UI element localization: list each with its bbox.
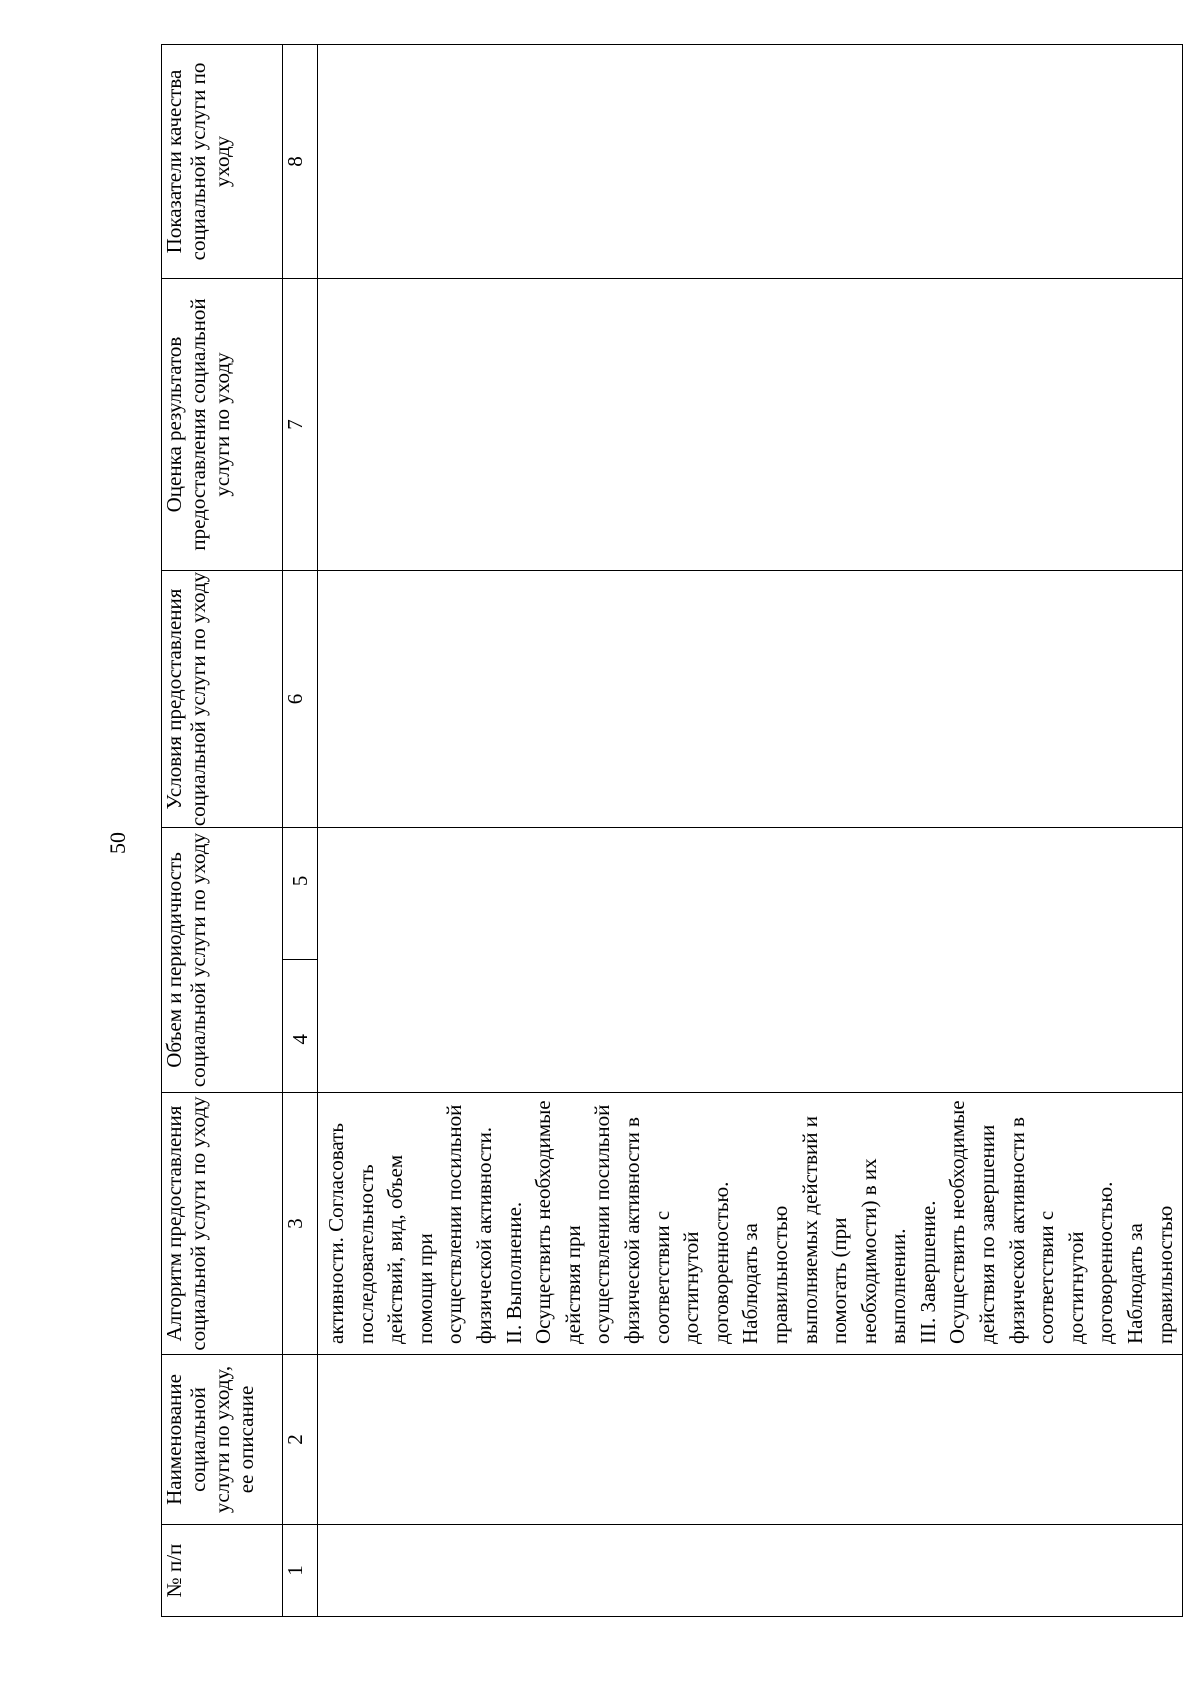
cell-quality-indicators (318, 45, 1183, 279)
algorithm-line: достигнутой (1063, 1231, 1088, 1344)
cell-volume-periodicity (318, 828, 1183, 1093)
algorithm-line: действий, вид, объем (383, 1154, 408, 1344)
column-number: 5 (287, 875, 312, 887)
algorithm-line: Наблюдать за (738, 1223, 763, 1344)
algorithm-line: помогать (при (827, 1217, 852, 1344)
algorithm-line: договоренностью. (1093, 1181, 1118, 1344)
algorithm-line: правильностью (767, 1205, 792, 1344)
column-number-split (283, 828, 318, 1093)
cell-service-name (318, 1355, 1183, 1525)
algorithm-line: помощи при (412, 1233, 437, 1344)
algorithm-line: правильностью (1152, 1205, 1177, 1344)
column-number: 6 (283, 571, 318, 828)
column-number: 7 (283, 279, 318, 571)
column-number: 3 (283, 1093, 318, 1355)
column-number: 8 (283, 45, 318, 279)
algorithm-line: Осуществить необходимые (945, 1100, 970, 1344)
rotated-table-stage (161, 45, 1177, 1617)
body-row (318, 45, 1183, 1617)
algorithm-line: физической активности в (619, 1117, 644, 1344)
cell-algorithm (318, 1093, 1183, 1355)
algorithm-line: последовательность (353, 1164, 378, 1344)
header-cell: Условия предоставления социальной услуги по уходу (162, 571, 283, 828)
algorithm-line: действия при (560, 1225, 585, 1344)
algorithm-line: II. Выполнение. (501, 1201, 526, 1344)
column-number: 4 (287, 1033, 312, 1045)
algorithm-line: соответствии с (1034, 1210, 1059, 1344)
algorithm-line: III. Завершение. (915, 1200, 940, 1344)
algorithm-line: соответствии с (649, 1210, 674, 1344)
column-number: 2 (283, 1355, 318, 1525)
header-cell: Объем и периодичность социальной услуги по уходу (162, 828, 283, 1093)
algorithm-line: осуществлении посильной (590, 1104, 615, 1344)
algorithm-line: достигнутой (679, 1231, 704, 1344)
algorithm-line: физической активности в (1004, 1117, 1029, 1344)
header-cell: Алгоритм предоставления социальной услуги по уходу (162, 1093, 283, 1355)
column-number: 1 (283, 1525, 318, 1617)
algorithm-line: выполняемых действий и (797, 1116, 822, 1344)
page-number: 50 (105, 832, 130, 854)
algorithm-text (322, 1095, 1180, 1344)
algorithm-line: Наблюдать за (1123, 1223, 1148, 1344)
header-cell: № п/п (162, 1525, 283, 1617)
header-cell: Оценка результатов предоставления социальной услуги по уходу (162, 279, 283, 571)
algorithm-line: Осуществить необходимые (531, 1100, 556, 1344)
split-divider (283, 959, 317, 960)
algorithm-line: активности. Согласовать (324, 1123, 348, 1344)
algorithm-line: выполнении. (886, 1228, 911, 1344)
service-table (161, 44, 1183, 1617)
cell-number (318, 1525, 1183, 1617)
header-row (162, 45, 283, 1617)
cell-conditions (318, 571, 1183, 828)
cell-results-evaluation (318, 279, 1183, 571)
algorithm-line: осуществлении посильной (442, 1104, 467, 1344)
header-cell: Показатели качества социальной услуги по уходу (162, 45, 283, 279)
column-number-row (283, 45, 318, 1617)
algorithm-line: договоренностью. (708, 1181, 733, 1344)
algorithm-line: физической активности. (471, 1126, 496, 1344)
header-cell: Наименование социальной услуги по уходу, ее описание (162, 1355, 283, 1525)
algorithm-line: необходимости) в их (856, 1158, 881, 1344)
algorithm-line: действия по завершении (975, 1124, 1000, 1344)
